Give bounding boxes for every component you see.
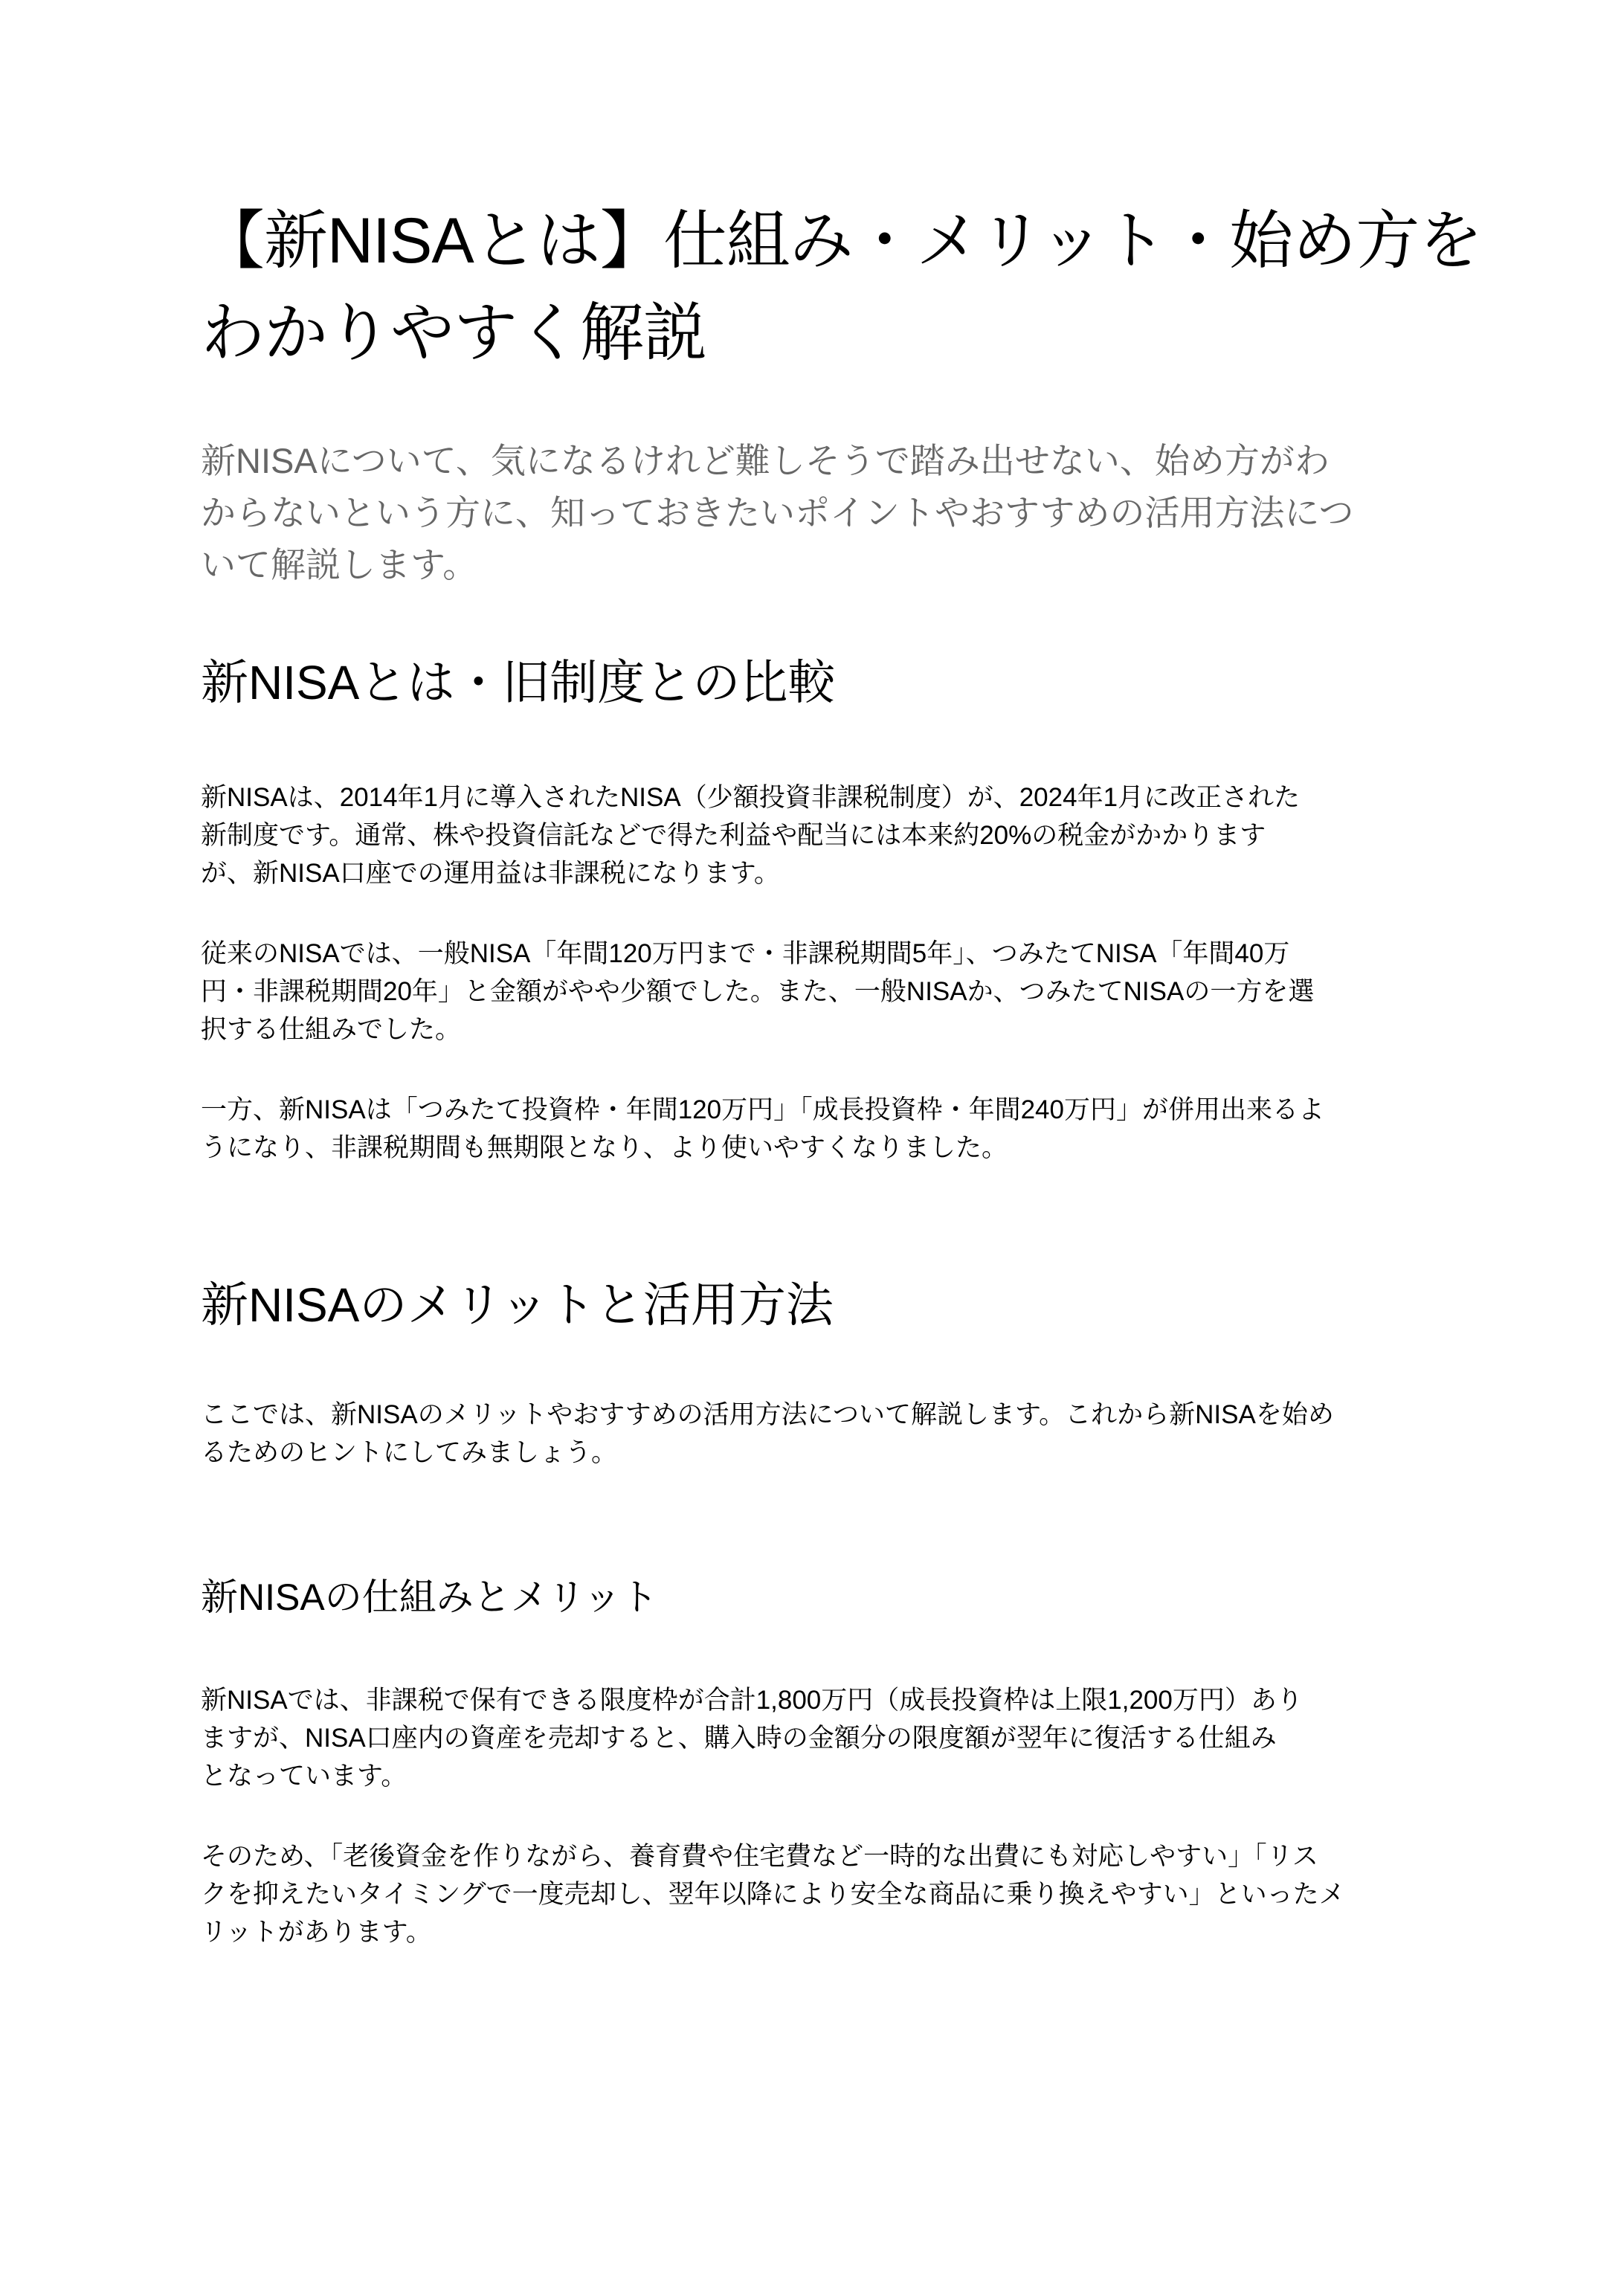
paragraph-line: そのため、「老後資金を作りながら、養育費や住宅費など一時的な出費にも対応しやすい」「リス: [201, 1842, 1318, 1871]
paragraph-new-nisa-limits: [201, 1091, 1420, 1167]
paragraph-intro-new-nisa: [201, 779, 1420, 892]
paragraph-line: となっています。: [201, 1762, 407, 1791]
paragraph-old-nisa: [201, 935, 1420, 1048]
paragraph-line: うになり、非課税期間も無期限となり、より使いやすくなりました。: [201, 1133, 1008, 1162]
lead-paragraph: [201, 435, 1420, 591]
paragraph-line: 従来のNISAでは、一般NISA「年間120万円まで・非課税期間5年」、つみたてNISA「年間40万: [201, 939, 1290, 968]
paragraph-line: 択する仕組みでした。: [201, 1015, 462, 1044]
paragraph-line: るためのヒントにしてみましょう。: [201, 1438, 618, 1467]
paragraph-limit-mechanism: [201, 1681, 1420, 1795]
paragraph-line: ますが、NISA口座内の資産を売却すると、購入時の金額分の限度額が翌年に復活する仕組み: [201, 1724, 1277, 1753]
paragraph-line: クを抑えたいタイミングで一度売却し、翌年以降により安全な商品に乗り換えやすい」といったメ: [201, 1880, 1345, 1909]
paragraph-line: リットがあります。: [201, 1918, 432, 1947]
page-title: [201, 195, 1483, 379]
lead-line-2: からないという方に、知っておきたいポイントやおすすめの活用方法につ: [201, 493, 1354, 532]
paragraph-line: 円・非課税期間20年」と金額がやや少額でした。また、一般NISAか、つみたてNISAの一方を選: [201, 977, 1315, 1006]
lead-line-1: 新NISAについて、気になるけれど難しそうで踏み出せない、始め方がわ: [201, 441, 1330, 480]
paragraph-line: 一方、新NISAは「つみたて投資枠・年間120万円」「成長投資枠・年間240万円」が併用出来るよ: [201, 1095, 1324, 1124]
paragraph-line: 新NISAは、2014年1月に導入されたNISA（少額投資非課税制度）が、2024年1月に改正された: [201, 783, 1301, 812]
lead-line-3: いて解説します。: [201, 545, 478, 584]
paragraph-line: ここでは、新NISAのメリットやおすすめの活用方法について解説します。これから新NISAを始め: [201, 1400, 1334, 1429]
paragraph-merits-intro: [201, 1396, 1420, 1472]
paragraph-merit-examples: [201, 1837, 1420, 1951]
page-title-line-1: 【新NISAとは】仕組み・メリット・始め方を: [201, 205, 1483, 277]
paragraph-line: 新NISAでは、非課税で保有できる限度枠が合計1,800万円（成長投資枠は上限1,200万円）あり: [201, 1686, 1303, 1715]
section-heading-merits: 新NISAのメリットと活用方法: [201, 1278, 834, 1332]
page-title-line-2: わかりやすく解説: [201, 297, 706, 369]
section-heading-comparison: 新NISAとは・旧制度との比較: [201, 656, 836, 709]
paragraph-line: が、新NISA口座での運用益は非課税になります。: [201, 859, 780, 888]
subsection-heading-mechanism: 新NISAの仕組みとメリット: [201, 1576, 658, 1618]
paragraph-line: 新制度です。通常、株や投資信託などで得た利益や配当には本来約20%の税金がかかります: [201, 821, 1266, 850]
